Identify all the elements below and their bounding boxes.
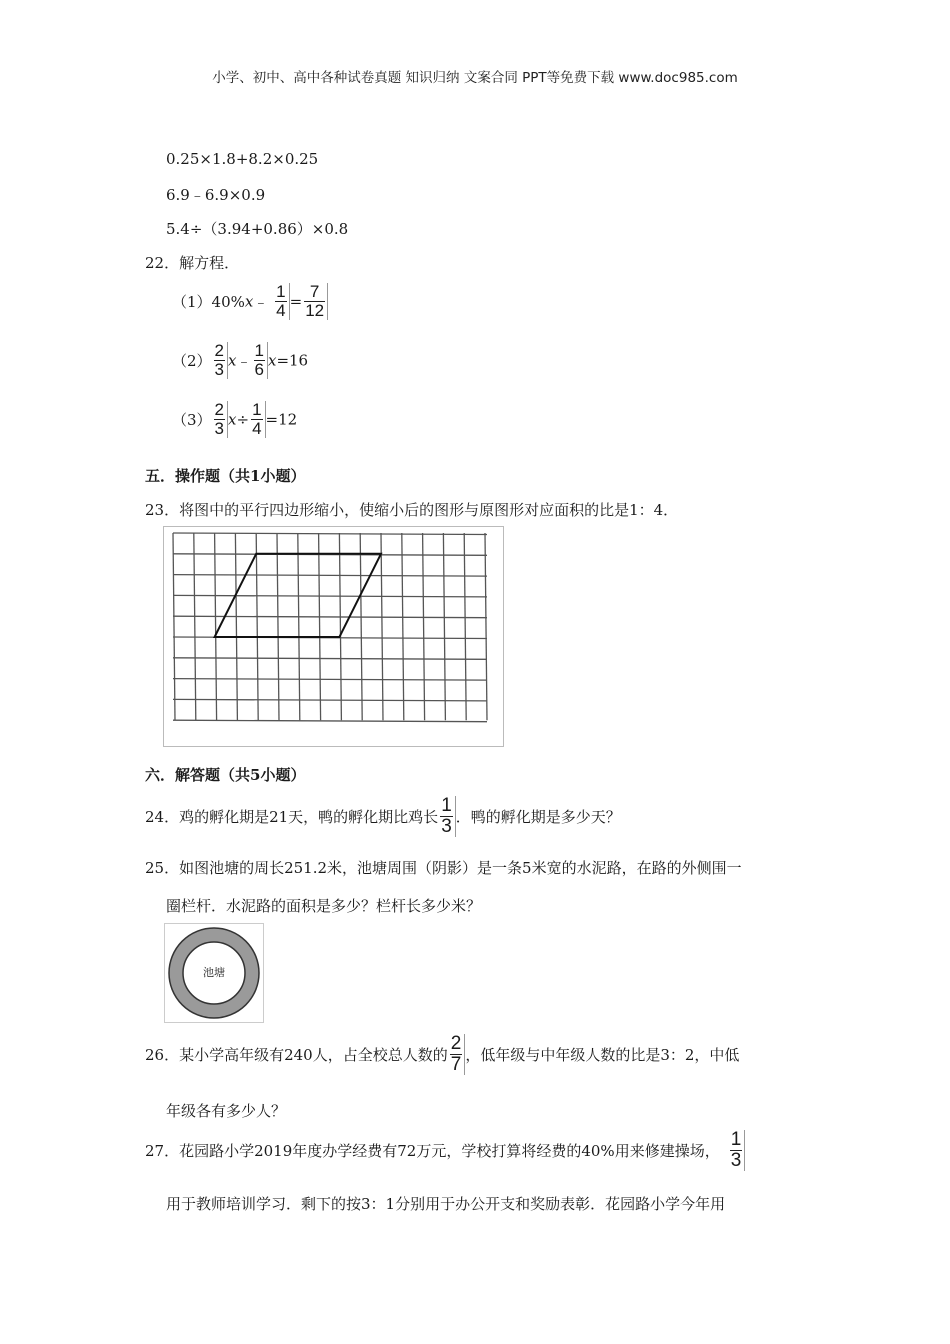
equation-3-var: x: [228, 410, 237, 429]
grid-figure: [163, 526, 505, 748]
question-22-title: 22．解方程．: [145, 254, 240, 272]
fraction: $\frac{1}{3}$: [728, 1130, 746, 1171]
equation-1: [172, 283, 328, 320]
calc-item-1: 0.25×1.8+8.2×0.25: [166, 150, 319, 168]
fraction: $\frac{1}{3}$: [438, 796, 456, 837]
question-25-line-1: 25．如图池塘的周长251.2米，池塘周围（阴影）是一条5米宽的水泥路，在路的外侧围一: [145, 859, 742, 877]
calc-item-3: 5.4÷（3.94+0.86）×0.8: [166, 220, 349, 238]
question-27-text: 27．花园路小学2019年度办学经费有72万元，学校打算将经费的40%用来修建操场，: [145, 1142, 720, 1160]
fraction: $\frac{1}{4}$: [249, 401, 265, 438]
pond-label: 池塘: [203, 966, 225, 979]
question-27-line-2: 用于教师培训学习．剩下的按3：1分别用于办公开支和奖励表彰．花园路小学今年用: [166, 1195, 726, 1213]
section-6-heading: 六．解答题（共5小题）: [145, 766, 306, 784]
pond-figure: [164, 923, 264, 1023]
equation-3-div: ÷: [236, 410, 250, 429]
equation-1-var: x: [244, 292, 254, 311]
equation-2-var: x: [267, 351, 277, 370]
fraction: $\frac{7}{12}$: [302, 283, 328, 320]
question-26-text-end: ，低年级与中年级人数的比是3：2，中低: [465, 1046, 740, 1064]
equation-2-tail: =16: [276, 351, 309, 370]
fraction: $\frac{2}{3}$: [212, 401, 228, 438]
fraction: $\frac{2}{3}$: [212, 342, 228, 379]
question-25-line-2: 圈栏杆．水泥路的面积是多少？栏杆长多少米？: [166, 897, 482, 915]
equation-3-label: （3）: [172, 411, 212, 429]
page-header: 小学、初中、高中各种试卷真题 知识归纳 文案合同 PPT等免费下载 www.doc985.com: [212, 70, 738, 86]
equals-sign: =: [289, 292, 303, 311]
question-26: [145, 1034, 739, 1075]
equation-2: [172, 342, 308, 379]
equation-1-label: （1）40%: [172, 293, 245, 311]
equation-1-minus: ﹣: [253, 293, 269, 311]
equation-3: [172, 401, 297, 438]
fraction: $\frac{1}{6}$: [252, 342, 268, 379]
question-23: 23．将图中的平行四边形缩小，使缩小后的图形与原图形对应面积的比是1：4．: [145, 501, 679, 519]
fraction: $\frac{1}{4}$: [273, 283, 289, 320]
question-26-line-2: 年级各有多少人？: [166, 1102, 287, 1120]
equation-2-label: （2）: [172, 352, 212, 370]
equation-2-var: x: [228, 351, 237, 370]
question-24-text-end: ．鸭的孵化期是多少天？: [455, 808, 621, 826]
question-24: [145, 796, 621, 837]
question-24-text: 24．鸡的孵化期是21天，鸭的孵化期比鸡长: [145, 808, 439, 826]
calc-item-2: 6.9﹣6.9×0.9: [166, 186, 266, 204]
equation-3-tail: =12: [265, 410, 298, 429]
question-26-text: 26．某小学高年级有240人，占全校总人数的: [145, 1046, 448, 1064]
equation-2-minus: ﹣: [236, 352, 252, 370]
fraction: $\frac{2}{7}$: [448, 1034, 466, 1075]
section-5-heading: 五．操作题（共1小题）: [145, 467, 306, 485]
question-27: [145, 1130, 745, 1171]
